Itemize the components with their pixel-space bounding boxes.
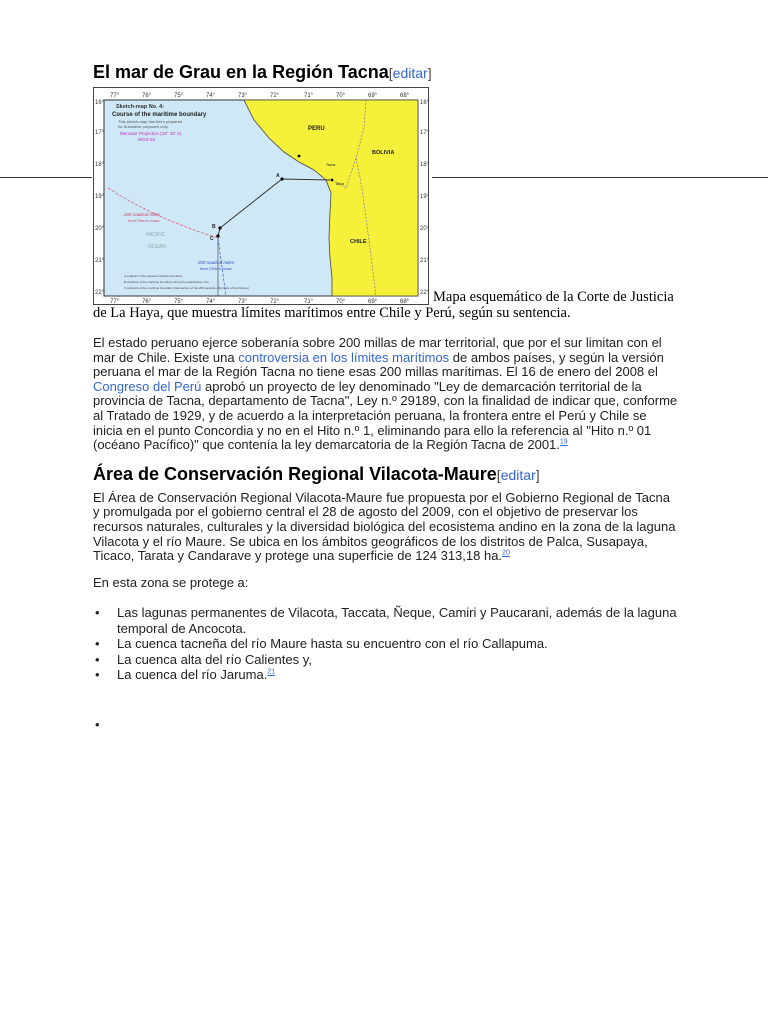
map-projection: Mercator Projection (18° 30' S) bbox=[120, 131, 182, 136]
empty-bullet: • bbox=[95, 717, 100, 732]
lon-tick: 70° bbox=[336, 299, 346, 305]
edit-section-link[interactable]: editar bbox=[500, 466, 536, 483]
link-congreso-peru[interactable]: Congreso del Perú bbox=[93, 378, 202, 394]
map-figure bbox=[93, 87, 678, 321]
lon-tick: 75° bbox=[174, 93, 184, 99]
section-title: Área de Conservación Regional Vilacota-Maure bbox=[93, 463, 497, 484]
list-item bbox=[93, 667, 678, 682]
reference-link-19[interactable]: 19 bbox=[559, 438, 568, 446]
list-item-text: La cuenca tacneña del río Maure hasta su encuentro con el río Callapuma. bbox=[117, 636, 548, 652]
map-label-chile: CHILE bbox=[350, 239, 367, 245]
map-label-pacific: PACIFIC bbox=[146, 232, 166, 238]
lat-tick: 20° bbox=[95, 226, 105, 232]
map-note-line2: for illustrative purposes only. bbox=[118, 124, 169, 129]
protected-areas-list bbox=[93, 605, 678, 682]
link-controversia-limites[interactable]: controversia en los límites marítimos bbox=[238, 349, 450, 365]
lat-tick: 21° bbox=[95, 258, 105, 264]
lat-tick: 18° bbox=[95, 162, 105, 168]
list-item bbox=[93, 605, 678, 636]
map-peru-200-line2: from Peru's coast bbox=[128, 218, 159, 223]
paragraph-text: El estado peruano ejerce soberanía sobre 200 millas de mar territorial, que por el sur limitan con el mar de Chile. Existe una bbox=[93, 335, 662, 365]
map-point-b: B bbox=[212, 224, 216, 230]
paragraph-text: aprobó un proyecto de ley denominado "Ley de demarcación territorial de la provincia de Tacna, departamento de Tacna", Ley n.º 29189, con la finalidad de indicar que, conforme al Tratado de 1929, y de acuerdo a la interpretación peruana, la frontera entre el Perú y Chile se inicia en el punto Concordia y no en el Hito n.º 1, eliminando para ello la referencia al "Hito n.º 01 (océano Pacífico)" que contenía la ley demarcatoria de la Región Tacna de 2001. bbox=[93, 378, 678, 453]
edit-section-link-wrapper: [editar] bbox=[496, 466, 540, 483]
protects-intro: En esta zona se protege a: bbox=[93, 574, 249, 590]
horizontal-rule-left bbox=[0, 177, 92, 178]
lon-tick: 72° bbox=[270, 299, 280, 305]
map-label-peru: PERU bbox=[308, 126, 325, 132]
list-item-text: La cuenca alta del río Calientes y, bbox=[117, 651, 312, 667]
lat-tick: 19° bbox=[420, 194, 430, 200]
map-chile-200-line1: 200 nautical miles bbox=[198, 260, 235, 265]
edit-section-link[interactable]: editar bbox=[392, 65, 428, 81]
map-note-line1: This sketch-map has been prepared bbox=[118, 119, 183, 124]
lon-tick: 71° bbox=[304, 93, 314, 99]
map-label-bolivia: BOLIVIA bbox=[372, 150, 395, 156]
map-label-ocean: OCEAN bbox=[148, 244, 166, 250]
lat-tick: 18° bbox=[420, 162, 430, 168]
section-title: El mar de Grau en la Región Tacna bbox=[93, 62, 389, 82]
article-content bbox=[93, 60, 678, 682]
grau-paragraph bbox=[93, 336, 678, 453]
map-label-arica: Arica bbox=[336, 182, 344, 186]
map-legend-c: C endpoint of the maritime boundary (intersection of the 200-nautical-mile limits of the Parties) bbox=[124, 286, 249, 290]
vilacota-paragraph bbox=[93, 491, 678, 564]
maritime-boundary-map[interactable] bbox=[93, 87, 429, 305]
lat-tick: 16° bbox=[95, 100, 105, 106]
map-title-line1: Sketch-map No. 4: bbox=[116, 104, 164, 110]
reference-sup bbox=[560, 439, 568, 446]
lon-tick: 68° bbox=[400, 299, 410, 305]
map-legend-a: A endpoint of the agreed maritime boundary bbox=[124, 274, 183, 278]
map-chile-200-line2: from Chile's coast bbox=[200, 266, 232, 271]
lat-tick: 17° bbox=[420, 130, 430, 136]
lat-tick: 21° bbox=[420, 258, 430, 264]
map-legend-b: B endpoint of the maritime boundary along the equidistance line bbox=[124, 280, 209, 284]
paragraph-text: de ambos países, y según la versión peruana el mar de la Región Tacna no tiene esas 200 millas marítimas. El 16 de enero del 2008 el bbox=[93, 349, 664, 380]
reference-sup bbox=[267, 669, 275, 676]
lon-tick: 73° bbox=[238, 299, 248, 305]
edit-section-link-wrapper: [editar] bbox=[388, 65, 432, 81]
map-peru-200-line1: 200 nautical miles bbox=[124, 212, 161, 217]
lat-tick: 17° bbox=[95, 130, 105, 136]
lon-tick: 71° bbox=[304, 299, 314, 305]
map-label-tacna: Tacna bbox=[326, 163, 336, 167]
map-datum: WGS 84 bbox=[138, 137, 156, 142]
lon-tick: 76° bbox=[142, 299, 152, 305]
reference-link-20[interactable]: 20 bbox=[502, 549, 510, 557]
lat-tick: 19° bbox=[95, 194, 105, 200]
lon-tick: 69° bbox=[368, 299, 378, 305]
lat-tick: 20° bbox=[420, 226, 430, 232]
lon-tick: 69° bbox=[368, 93, 378, 99]
map-caption: Mapa esquemático de la Corte de Justicia de La Haya, que muestra límites marítimos entre Chile y Perú, según su sentencia. bbox=[93, 289, 674, 321]
section-heading-vilacota-maure bbox=[93, 462, 678, 487]
lat-tick: 22° bbox=[420, 290, 430, 296]
map-point-c: C bbox=[210, 236, 214, 242]
lon-tick: 72° bbox=[270, 93, 280, 99]
lon-tick: 76° bbox=[142, 93, 152, 99]
section-heading-mar-de-grau bbox=[93, 60, 678, 85]
lon-tick: 68° bbox=[400, 93, 410, 99]
lat-tick: 16° bbox=[420, 100, 430, 106]
reference-link-21[interactable]: 21 bbox=[267, 668, 276, 676]
lon-tick: 75° bbox=[174, 299, 184, 305]
reference-sup bbox=[502, 550, 510, 557]
list-item-text: La cuenca del río Jaruma. bbox=[117, 666, 268, 682]
lon-tick: 74° bbox=[206, 93, 216, 99]
lon-tick: 77° bbox=[110, 299, 120, 305]
lat-tick: 22° bbox=[95, 290, 105, 296]
map-title-line2: Course of the maritime boundary bbox=[112, 112, 207, 118]
list-item-text: Las lagunas permanentes de Vilacota, Taccata, Ñeque, Camiri y Paucarani, además de la laguna temporal de Ancocota. bbox=[117, 605, 677, 636]
lon-tick: 77° bbox=[110, 93, 120, 99]
list-item bbox=[93, 636, 678, 651]
lon-tick: 73° bbox=[238, 93, 248, 99]
map-point-a: A bbox=[276, 173, 280, 179]
paragraph-text: El Área de Conservación Regional Vilacota-Maure fue propuesta por el Gobierno Regional de Tacna y promulgada por el gobierno central el 28 de agosto del 2009, con el objetivo de preservar los recursos naturales, culturales y la diversidad biológica del ecosistema andino en la zona de la laguna Vilacota y el río Maure. Se ubica en los ámbitos geográficos de los distritos de Palca, Susapaya, Ticaco, Tarata y Candarave y protege una superficie de 124 313,18 ha. bbox=[93, 489, 676, 564]
lon-tick: 74° bbox=[206, 299, 216, 305]
list-item bbox=[93, 652, 678, 667]
lon-tick: 70° bbox=[336, 93, 346, 99]
